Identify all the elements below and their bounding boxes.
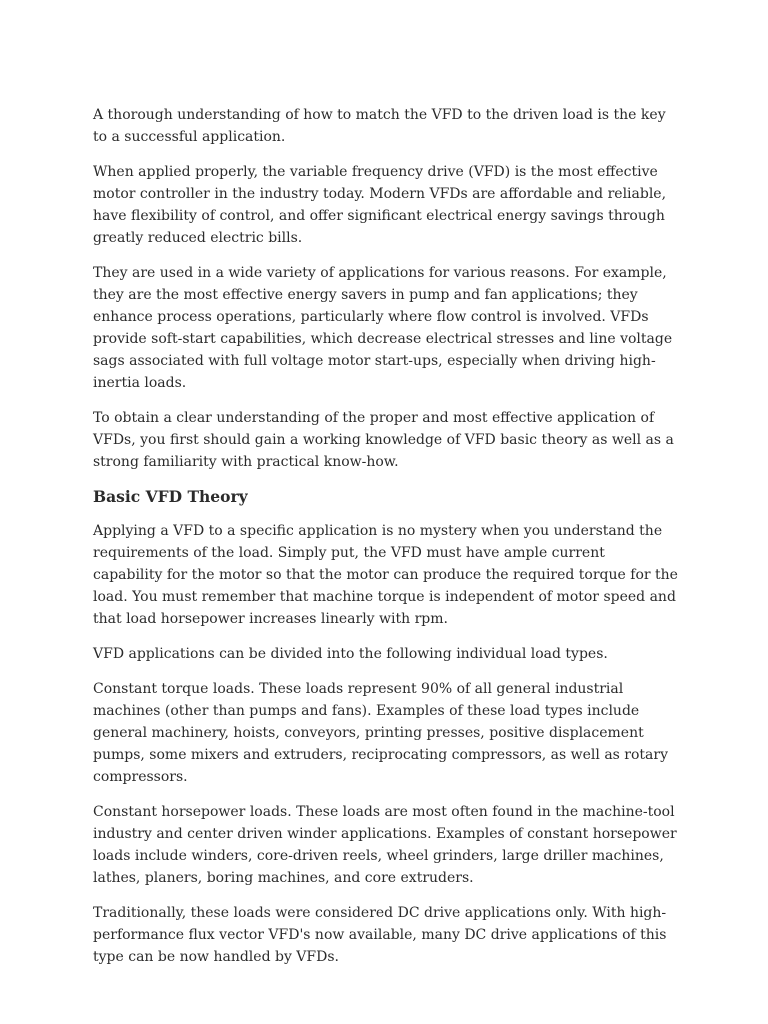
intro-paragraph-1: A thorough understanding of how to match the VFD to the driven load is the key to a successful application. [93,107,666,145]
section-paragraph-4: Constant horsepower loads. These loads are most often found in the machine-tool industry and center driven winder applications. Examples of constant horsepower loads include winders, core-driven reels, wheel grinders, large driller machines, lathes, planers, boring machines, and core extruders. [93,804,677,886]
section-heading: Basic VFD Theory [93,487,248,506]
section-paragraph-5: Traditionally, these loads were considered DC drive applications only. With high-performance flux vector VFD's now available, many DC drive applications of this type can be now handled by VFDs. [93,905,667,965]
section-paragraph-3: Constant torque loads. These loads represent 90% of all general industrial machines (other than pumps and fans). Examples of these load types include general machinery, hoists, conveyors, printing presses, positive displacement pumps, some mixers and extruders, reciprocating compressors, as well as rotary compressors. [93,681,668,785]
section-paragraph-1: Applying a VFD to a specific application is no mystery when you understand the requirements of the load. Simply put, the VFD must have ample current capability for the motor so that the motor can produce the required torque for the load. You must remember that machine torque is independent of motor speed and that load horsepower increases linearly with rpm. [93,523,678,627]
section-paragraph-2: VFD applications can be divided into the following individual load types. [93,646,608,662]
intro-paragraph-3: They are used in a wide variety of applications for various reasons. For example, they are the most effective energy savers in pump and fan applications; they enhance process operations, particularly where flow control is involved. VFDs provide soft-start capabilities, which decrease electrical stresses and line voltage sags associated with full voltage motor start-ups, especially when driving high-inertia loads. [93,265,673,391]
intro-paragraph-4: To obtain a clear understanding of the proper and most effective application of VFDs, you first should gain a working knowledge of VFD basic theory as well as a strong familiarity with practical know-how. [93,410,674,470]
intro-paragraph-2: When applied properly, the variable frequency drive (VFD) is the most effective motor controller in the industry today. Modern VFDs are affordable and reliable, have flexibility of control, and offer significant electrical energy savings through greatly reduced electric bills. [93,164,667,246]
document-page [93,104,678,981]
